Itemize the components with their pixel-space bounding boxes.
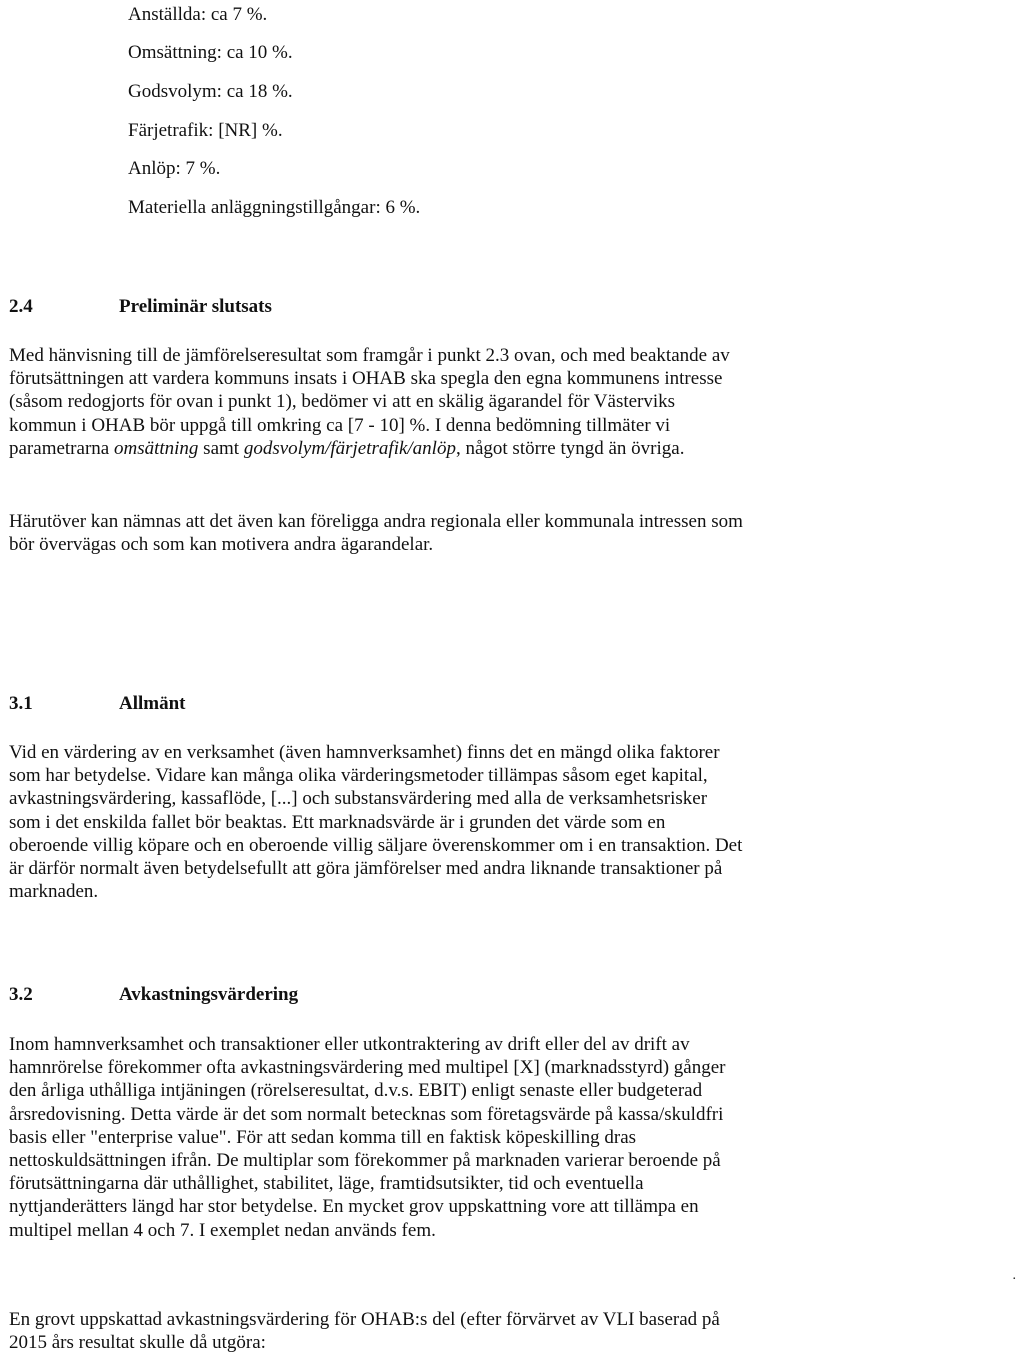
section-heading-3-1 (9, 692, 186, 715)
text-line: En grovt uppskattad avkastningsvärdering för OHAB:s del (efter förvärvet av VLI baserad på (9, 1309, 720, 1330)
text-line: nettoskuldsättningen ifrån. De multiplar som förekommer på marknaden varierar beroende på (9, 1150, 721, 1172)
text-line: är därför normalt även betydelsefullt att göra jämförelser med andra liknande transaktioner på (9, 858, 723, 880)
section-heading-2-4 (9, 295, 272, 318)
text-fragment: samt (198, 437, 244, 459)
paragraph-preliminary-conclusion (9, 344, 1009, 460)
text-line: Med hänvisning till de jämförelseresultat som framgår i punkt 2.3 ovan, och med beaktande av (9, 345, 730, 366)
text-line: Härutöver kan nämnas att det även kan föreligga andra regionala eller kommunala intressen som (9, 511, 743, 532)
paragraph-yield-valuation (9, 1033, 1009, 1242)
text-line: Inom hamnverksamhet och transaktioner eller utkontraktering av drift eller del av drift av (9, 1034, 690, 1055)
italic-term-freight: godsvolym/färjetrafik/anlöp (243, 437, 456, 459)
text-line: basis eller "enterprise value". För att sedan komma till en faktisk köpeskilling dras (9, 1126, 637, 1148)
section-number: 3.1 (9, 693, 33, 714)
text-line: multipel mellan 4 och 7. I exemplet nedan används fem. (9, 1219, 436, 1241)
section-heading-3-2 (9, 983, 298, 1006)
section-number: 3.2 (9, 984, 33, 1005)
text-line: avkastningsvärdering, kassaflöde, [...] och substansvärdering med alla de verksamhetsrisker (9, 788, 708, 810)
text-line: bör övervägas och som kan motivera andra ägarandelar. (9, 534, 434, 556)
text-line: hamnrörelse förekommer ofta avkastningsvärdering med multipel [X] (marknadsstyrd) gånger (9, 1057, 726, 1079)
text-line: kommun i OHAB bör uppgå till omkring ca [7 - 10] %. I denna bedömning tillmäter vi (9, 414, 671, 436)
paragraph-estimated-valuation (9, 1308, 1009, 1354)
text-line: som har betydelse. Vidare kan många olika värderingsmetoder tillämpas såsom eget kapital, (9, 765, 708, 787)
margin-mark: . (1012, 1268, 1016, 1283)
section-title: Preliminär slutsats (119, 296, 272, 317)
text-line: årsredovisning. Detta värde är det som normalt betecknas som företagsvärde på kassa/skuldfri (9, 1103, 724, 1125)
text-line: som i det enskilda fallet bör beaktas. Ett marknadsvärde är i grunden det värde som en (9, 811, 666, 833)
text-fragment: , något större tyngd än övriga. (455, 437, 685, 459)
list-item-turnover: Omsättning: ca 10 %. (128, 42, 293, 63)
list-item-freight-volume: Godsvolym: ca 18 %. (128, 81, 293, 102)
list-item-ferry-traffic: Färjetrafik: [NR] %. (128, 120, 283, 141)
section-title: Allmänt (119, 693, 186, 714)
text-line: förutsättningarna där uthållighet, stabilitet, läge, framtidsutsikter, tid och eventuella (9, 1173, 644, 1195)
list-item-calls: Anlöp: 7 %. (128, 158, 221, 179)
section-title: Avkastningsvärdering (119, 984, 299, 1005)
list-item-tangible-assets: Materiella anläggningstillgångar: 6 %. (128, 197, 421, 218)
text-line: (såsom redogjorts för ovan i punkt 1), bedömer vi att en skälig ägarandel för Västerviks (9, 391, 676, 413)
text-line (9, 437, 1009, 460)
italic-term-turnover: omsättning (113, 437, 199, 459)
text-line: nyttjanderätters längd har stor betydelse. En mycket grov uppskattning vore att tillämpa en (9, 1196, 699, 1218)
text-line: Vid en värdering av en verksamhet (även hamnverksamhet) finns det en mängd olika faktorer (9, 742, 720, 763)
text-line: marknaden. (9, 881, 99, 903)
text-line: den årliga uthålliga intjäningen (rörelseresultat, d.v.s. EBIT) enligt senaste eller budgeterad (9, 1080, 703, 1102)
text-line: förutsättningen att vardera kommuns insats i OHAB ska spegla den egna kommunens intresse (9, 368, 723, 390)
list-item-employees: Anställda: ca 7 %. (128, 4, 268, 25)
paragraph-other-interests (9, 510, 1009, 556)
text-line: 2015 års resultat skulle då utgöra: (9, 1332, 266, 1354)
text-line: oberoende villig köpare och en oberoende villig säljare överenskommer om i en transaktion. Det (9, 834, 743, 856)
text-fragment: parametrarna (9, 437, 114, 459)
paragraph-general (9, 741, 1009, 903)
section-number: 2.4 (9, 296, 33, 317)
